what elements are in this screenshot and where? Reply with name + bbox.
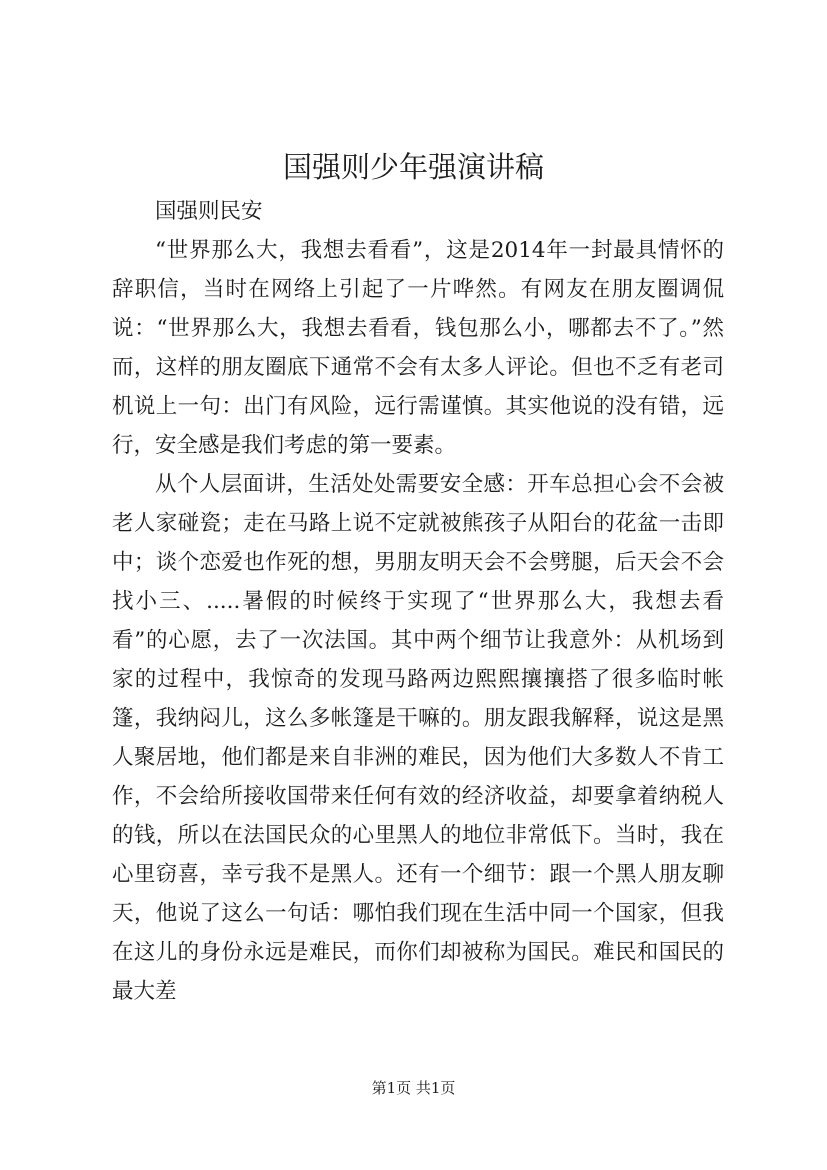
document-body [112, 192, 724, 1011]
paragraph-personal-level: 从个人层面讲，生活处处需要安全感：开车总担心会不会被老人家碰瓷；走在马路上说不定就被熊孩子从阳台的花盆一击即中；谈个恋爱也作死的想，男朋友明天会不会劈腿，后天会不会找小三、.....暑假的时候终于实现了“世界那么大，我想去看看”的心愿，去了一次法国。其中两个细节让我意外：从机场到家的过程中，我惊奇的发现马路两边熙熙攘攘搭了很多临时帐篷，我纳闷儿，这么多帐篷是干嘛的。朋友跟我解释，说这是黑人聚居地，他们都是来自非洲的难民，因为他们大多数人不肯工作，不会给所接收国带来任何有效的经济收益，却要拿着纳税人的钱，所以在法国民众的心里黑人的地位非常低下。当时，我在心里窃喜，幸亏我不是黑人。还有一个细节：跟一个黑人朋友聊天，他说了这么一句话：哪怕我们现在生活中同一个国家，但我在这儿的身份永远是难民，而你们却被称为国民。难民和国民的最大差 [112, 472, 724, 1004]
page-footer: 第1页 共1页 [371, 1079, 456, 1097]
document-title: 国强则少年强演讲稿 [282, 150, 544, 184]
paragraph-subtitle: 国强则民安 [155, 199, 263, 224]
paragraph-intro: “世界那么大，我想去看看”，这是2014年一封最具情怀的辞职信，当时在网络上引起了一片哗然。有网友在朋友圈调侃说：“世界那么大，我想去看看，钱包那么小，哪都去不了。”然而，这样的朋友圈底下通常不会有太多人评论。但也不乏有老司机说上一句：出门有风险，远行需谨慎。其实他说的没有错，远行，安全感是我们考虑的第一要素。 [112, 238, 724, 458]
